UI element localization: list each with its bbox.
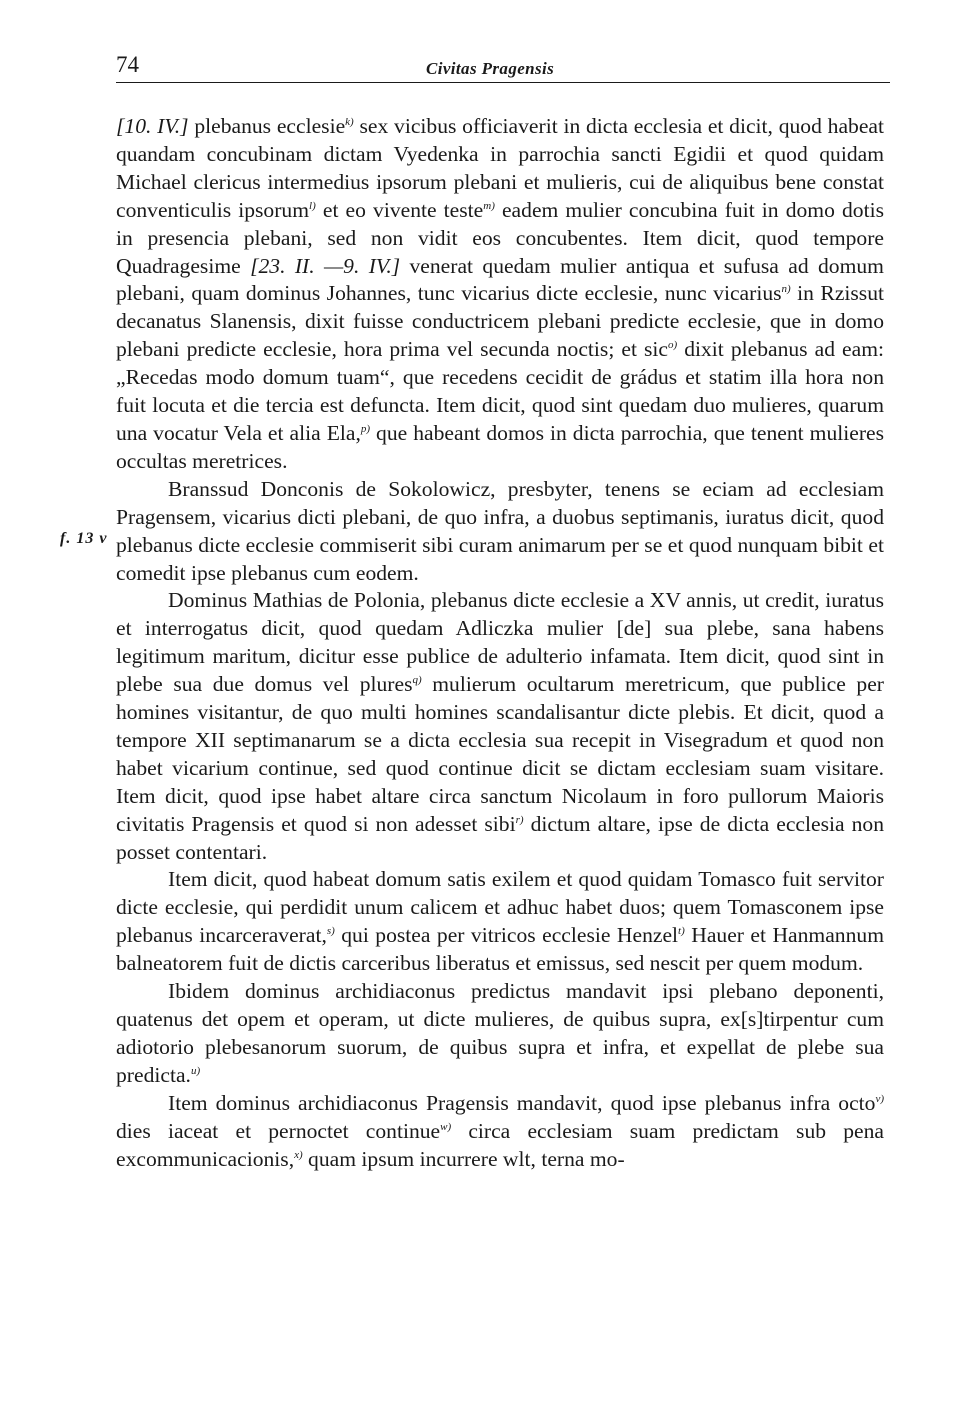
text-run: et eo vivente teste <box>315 197 484 222</box>
date-annotation: [10. IV.] <box>116 114 189 138</box>
footnote-marker: k) <box>345 116 354 128</box>
running-head <box>116 52 890 83</box>
text-run: in Rzissut decanatus Slanensis, dixit fuisse conductricem plebani predicte ecclesie, que in domo plebani predicte ecclesie, hora prima vel secunda noctis; et sic <box>116 281 884 362</box>
body-text <box>116 113 884 1173</box>
footnote-marker: t) <box>678 925 685 938</box>
footnote-marker: x) <box>294 1148 303 1161</box>
footnote-marker: o) <box>667 339 678 352</box>
text-run: Dominus Mathias de Polonia, plebanus dicte ecclesie a XV annis, ut credit, iuratus et interrogatus dicit, quod quedam Adliczka mulier [de] sua plebe, sana habens legitimum maritum, dicitur esse publice de adulterio infamata. Item dicit, quod sint in plebe sua due domus vel plures <box>116 588 884 697</box>
text-run: Ibidem dominus archidiaconus predictus mandavit ipsi plebano deponenti, quatenus det opem et operam, ut dicte mulieres, de quibus supra, ex[s]tirpentur cum adiotorio plebesanorum suorum, de quibus supra et infra, et expellat de plebe sua predicta. <box>116 979 884 1087</box>
footnote-marker: n) <box>781 283 791 296</box>
paragraph <box>116 1090 884 1174</box>
text-run: Item dominus archidiaconus Pragensis mandavit, quod ipse plebanus infra octo <box>168 1090 876 1115</box>
text-run: que habeant domos in dicta parrochia, que tenent mulieres occultas meretrices. <box>116 420 884 473</box>
paragraph <box>116 476 884 588</box>
paragraph <box>116 978 884 1090</box>
text-run: mulierum ocultarum meretricum, que publice per homines visitantur, de quo multi homines scandalisantur dicte plebis. Et dicit, quod a tempore XII septimanarum se a dicta ecclesia sua recepit in Visegradum et quod non habet vicarium continue, sed quod continue dicit se dictam ecclesiam suam visitare. Item dicit, quod ipse habet altare circa sanctum Nicolaum in foro pullorum Maioris civitatis Pragensis et quod si non adesset sibi <box>116 672 884 836</box>
footnote-marker: r) <box>515 813 524 826</box>
footnote-marker: v) <box>875 1092 884 1105</box>
text-run: Branssud Donconis de Sokolowicz, presbyter, tenens se eciam ad ecclesiam Pragensem, vicarius dicti plebani, de quo infra, a duobus septimanis, iuratus dicit, quod plebanus dicte ecclesie commiserit sibi curam animarum per se et quod nunquam bibit et comedit ipse plebanus cum eodem. <box>116 476 884 585</box>
text-run: plebanus ecclesie <box>188 114 346 138</box>
text-run: Hauer et Hanmannum balneatorem fuit de dictis carceribus liberatus et emissus, sed nescit per quem modum. <box>116 923 884 976</box>
text-run: sex vicibus officiaverit in dicta ecclesia et dicit, quod habeat quandam concubinam dictam Vyedenka in parrochia sancti Egidii et quod quidam Michael clericus intermedius ipsorum plebani et mulieris, cui de aliquibus bene constat conventiculis ipsorum <box>116 114 884 222</box>
text-run: eadem mulier concubina fuit in domo dotis in presencia plebani, sed non vidit eos concubentes. Item dicit, quod tempore Quadragesime <box>116 197 884 278</box>
text-run: dixit plebanus ad eam: „Recedas modo domum tuam“, que recedens cecidit de grádus et statim illa hora non fuit locuta et die tercia est defuncta. Item dicit, quod sint quedam duo mulieres, quarum una vocatur Vela et alia Ela, <box>116 337 885 445</box>
paragraph <box>116 866 884 978</box>
footnote-marker: l) <box>309 199 316 212</box>
footnote-marker: m) <box>483 199 495 212</box>
paragraph <box>116 587 884 866</box>
text-run: qui postea per vitricos ecclesie Henzel <box>334 923 679 948</box>
date-annotation: [23. II. —9. IV.] <box>250 253 401 278</box>
text-run: dictum altare, ipse de dicta ecclesia non posset contentari. <box>116 811 885 864</box>
text-run: Item dicit, quod habeat domum satis exilem et quod quidam Tomasco fuit servitor dicte ecclesie, qui perdidit unum calicem et adhuc habet duos; quem Tomasconem ipse plebanus incarceraverat, <box>116 867 884 948</box>
text-run: circa ecclesiam suam predictam sub pena excommunicacionis, <box>116 1118 884 1171</box>
running-title: Civitas Pragensis <box>426 59 555 78</box>
text-run: dies iaceat et pernoctet continue <box>116 1118 441 1143</box>
footnote-marker: u) <box>190 1064 201 1077</box>
text-run: venerat quedam mulier antiqua et sufusa ad domum plebani, quam dominus Johannes, tunc vicarius dicte ecclesie, nunc vicarius <box>116 253 884 306</box>
page-number: 74 <box>116 52 139 77</box>
text-run: quam ipsum incurrere wlt, terna mo- <box>302 1146 625 1171</box>
margin-folio-note: f. 13 v <box>60 530 108 547</box>
paragraph <box>116 113 884 476</box>
footnote-marker: q) <box>412 674 422 687</box>
footnote-marker: p) <box>360 422 371 435</box>
footnote-marker: w) <box>440 1120 452 1133</box>
footnote-marker: s) <box>326 925 335 938</box>
